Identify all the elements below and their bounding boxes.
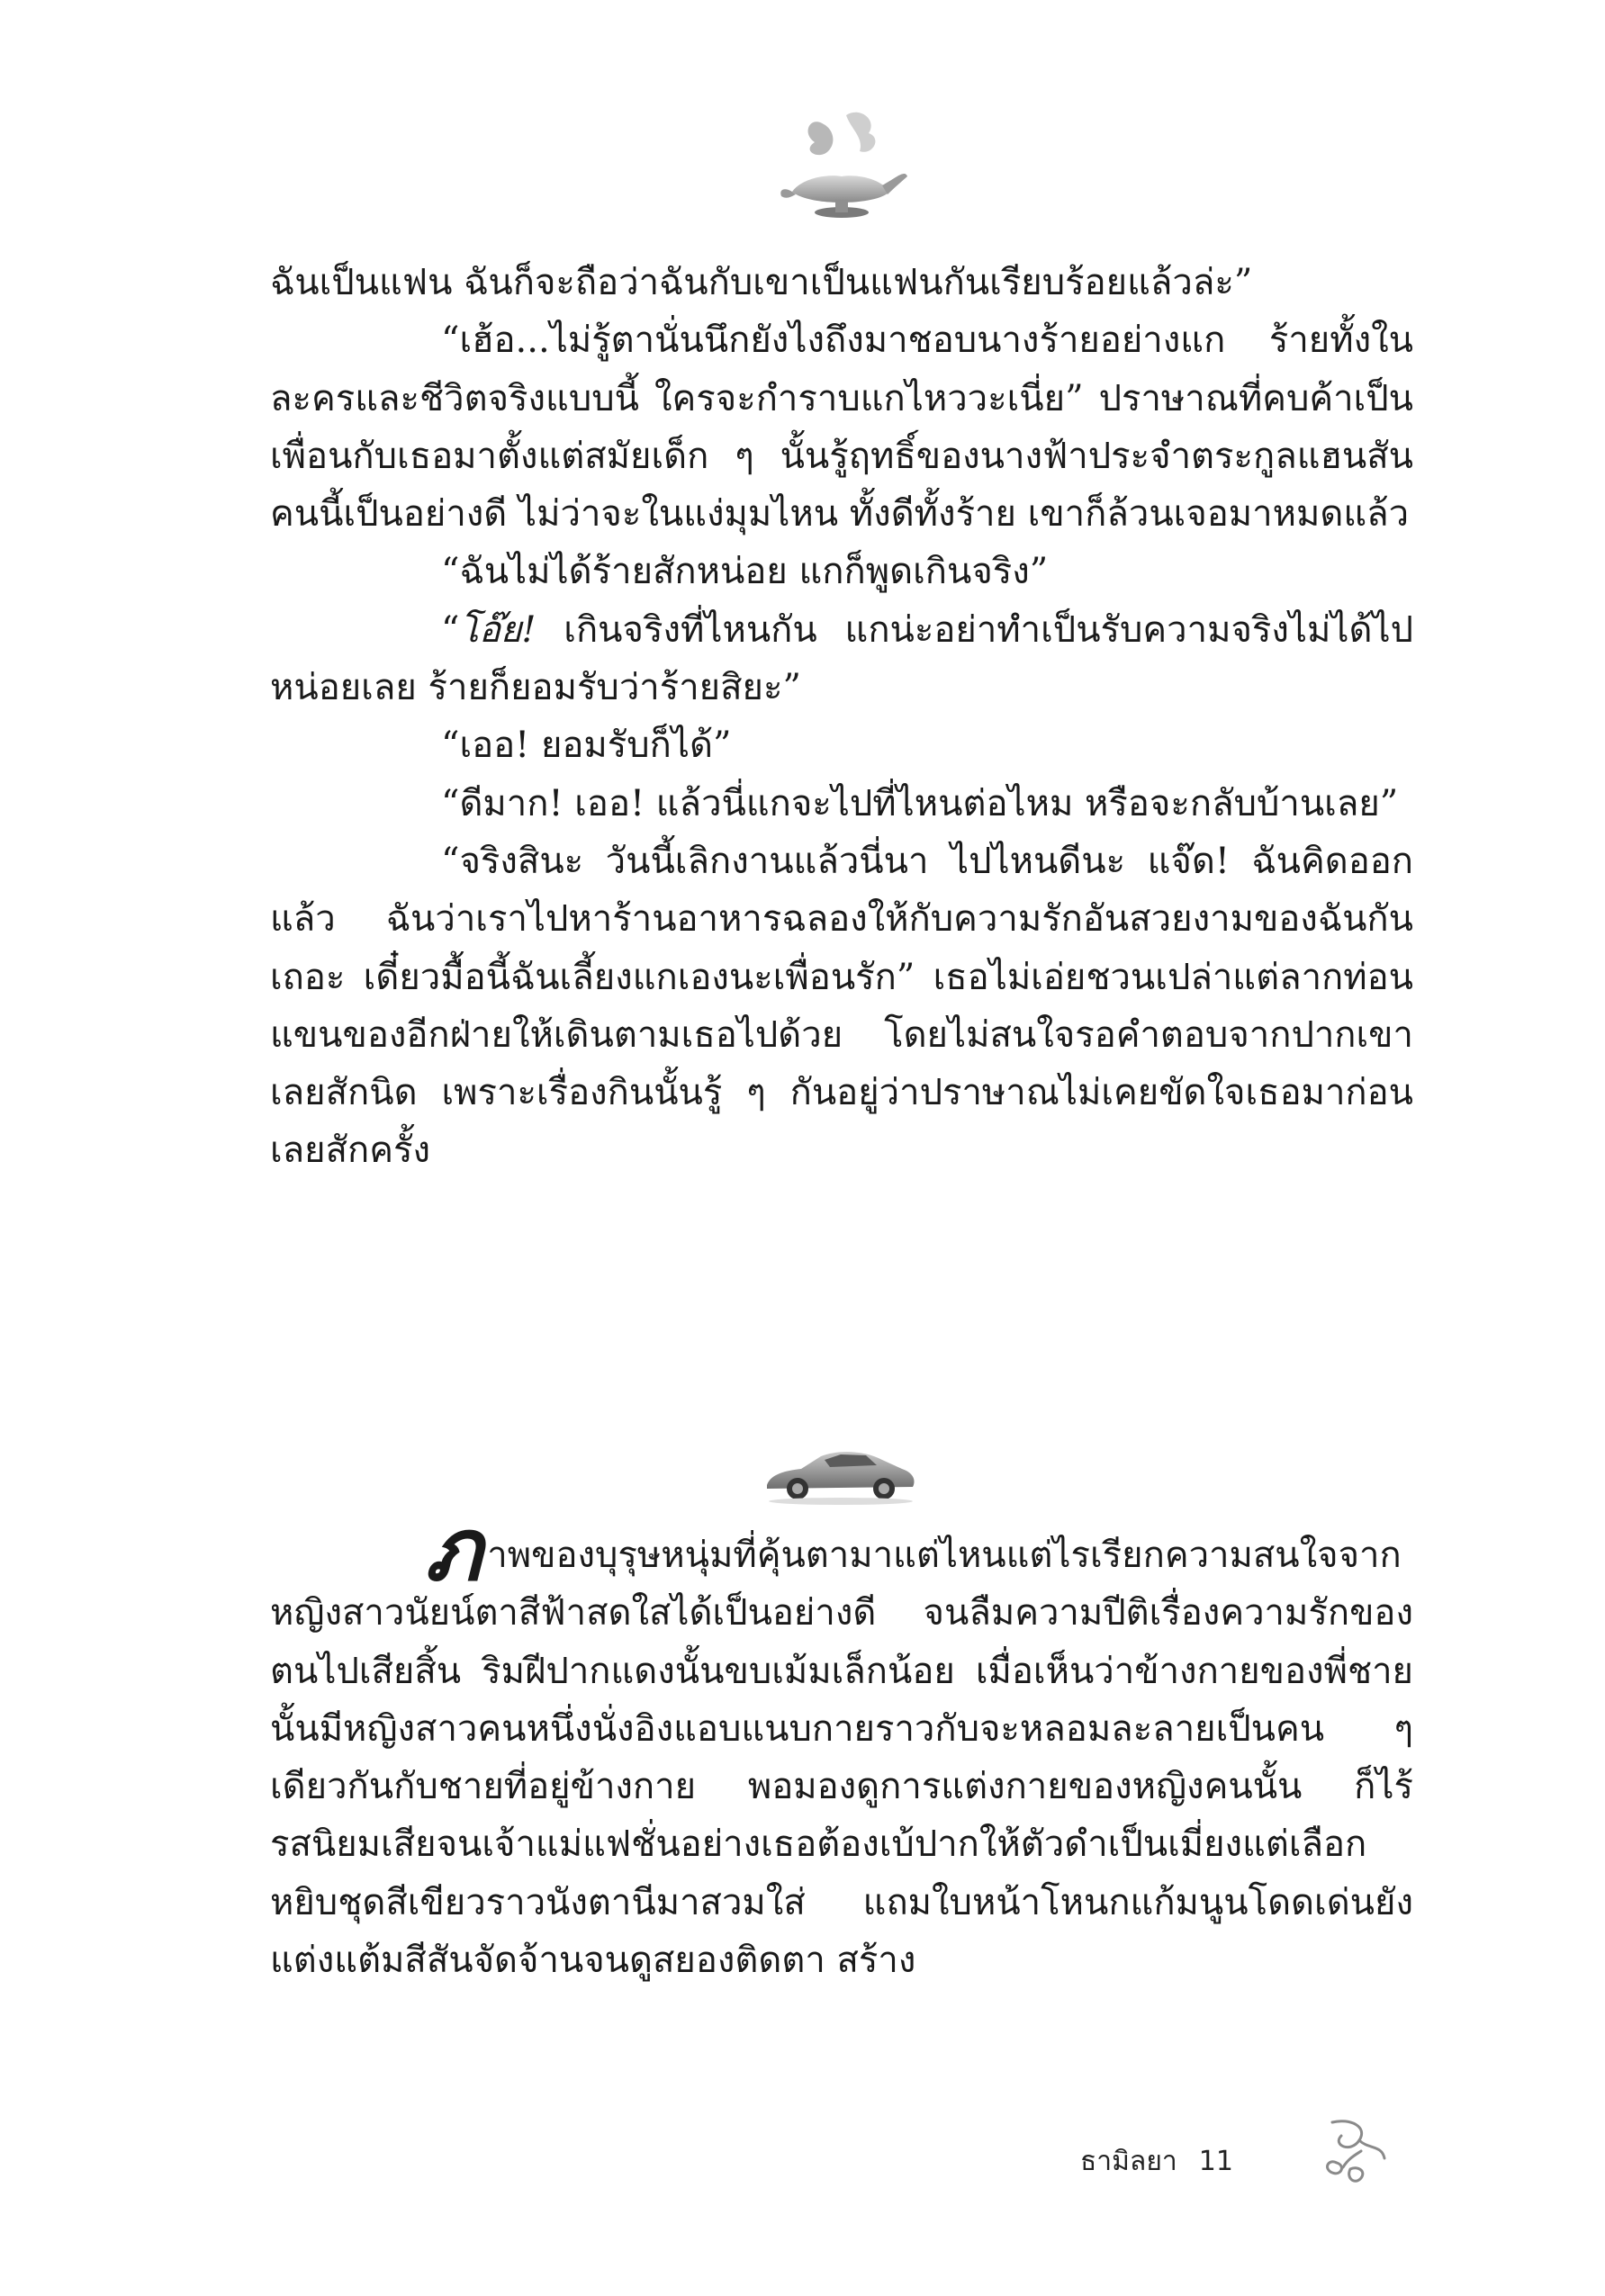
paragraph: “ฉันไม่ได้ร้ายสักหน่อย แกก็พูดเกินจริง”	[441, 551, 1049, 593]
paragraph: “เออ! ยอมรับก็ได้”	[441, 725, 732, 767]
story-text	[270, 254, 1413, 1180]
paragraph	[270, 601, 1413, 717]
page-number: 11	[1198, 2146, 1233, 2177]
story-section-2	[270, 1499, 1413, 1989]
emphasis-exclamation: โอ๊ย!	[459, 608, 537, 651]
paragraph: ฉันเป็นแฟน ฉันก็จะถือว่าฉันกับเขาเป็นแฟนกันเรียบร้อยแล้วล่ะ”	[270, 262, 1253, 303]
quote-open: “	[441, 608, 460, 651]
paragraph-with-dropcap	[270, 1499, 1413, 1989]
drop-cap: ภ	[425, 1499, 482, 1600]
genie-lamp-icon	[774, 106, 909, 232]
author-name: ธามิลยา	[1080, 2146, 1177, 2177]
paragraph-rest: เกินจริงที่ไหนกัน แกน่ะอย่าทำเป็นรับความจริงไม่ได้ไปหน่อยเลย ร้ายก็ยอมรับว่าร้ายสิยะ”	[270, 608, 1413, 709]
paragraph: “จริงสินะ วันนี้เลิกงานแล้วนี่นา ไปไหนดีนะ แจ๊ด! ฉันคิดออกแล้ว ฉันว่าเราไปหาร้านอาหารฉลองให้กับความรักอันสวยงามของฉันกันเถอะ เดี๋ยวมื้อนี้ฉันเลี้ยงแกเองนะเพื่อนรัก” เธอไม่เอ่ยชวนเปล่าแต่ลากท่อนแขนของอีกฝ่ายให้เดินตามเธอไปด้วย โดยไม่สนใจรอคำตอบจากปากเขาเลยสักนิด เพราะเรื่องกินนั้นรู้ ๆ กันอยู่ว่าปราษาณไม่เคยขัดใจเธอมาก่อนเลยสักครั้ง	[270, 840, 1413, 1172]
paragraph-text: าพของบุรุษหนุ่มที่คุ้นตามาแต่ไหนแต่ไรเรียกความสนใจจากหญิงสาวนัยน์ตาสีฟ้าสดใสได้เป็นอย่างดี จนลืมความปีติเรื่องความรักของตนไปเสียสิ้น ริมฝีปากแดงนั้นขบเม้มเล็กน้อย เมื่อเห็นว่าข้างกายของพี่ชายนั้นมีหญิงสาวคนหนึ่งนั่งอิงแอบแนบกายราวกับจะหลอมละลายเป็นคน ๆ เดียวกันกับชายที่อยู่ข้างกาย พอมองดูการแต่งกายของหญิงคนนั้น ก็ไร้รสนิยมเสียจนเจ้าแม่แฟชั่นอย่างเธอต้องเบ้ปากให้ตัวดำเป็นเมี่ยงแต่เลือกหยิบชุดสีเขียวราวนังตานีมาสวมใส่ แถมใบหน้าโหนกแก้มนูนโดดเด่นยังแต่งแต้มสีสันจัดจ้านจนดูสยองติดตา สร้าง	[270, 1535, 1413, 1982]
paragraph: “ดีมาก! เออ! แล้วนี่แกจะไปที่ไหนต่อไหม หรือจะกลับบ้านเลย”	[441, 782, 1399, 824]
floral-ornament-icon	[1314, 2113, 1395, 2194]
page-footer	[1080, 2140, 1296, 2183]
car-divider-icon	[758, 1438, 920, 1510]
paragraph: “เฮ้อ...ไม่รู้ตานั่นนึกยังไงถึงมาชอบนางร้ายอย่างแก ร้ายทั้งในละครและชีวิตจริงแบบนี้ ใครจะกำราบแกไหววะเนี่ย” ปราษาณที่คบค้าเป็นเพื่อนกับเธอมาตั้งแต่สมัยเด็ก ๆ นั้นรู้ฤทธิ์ของนางฟ้าประจำตระกูลแฮนสันคนนี้เป็นอย่างดี ไม่ว่าจะในแง่มุมไหน ทั้งดีทั้งร้าย เขาก็ล้วนเจอมาหมดแล้ว	[270, 320, 1413, 536]
